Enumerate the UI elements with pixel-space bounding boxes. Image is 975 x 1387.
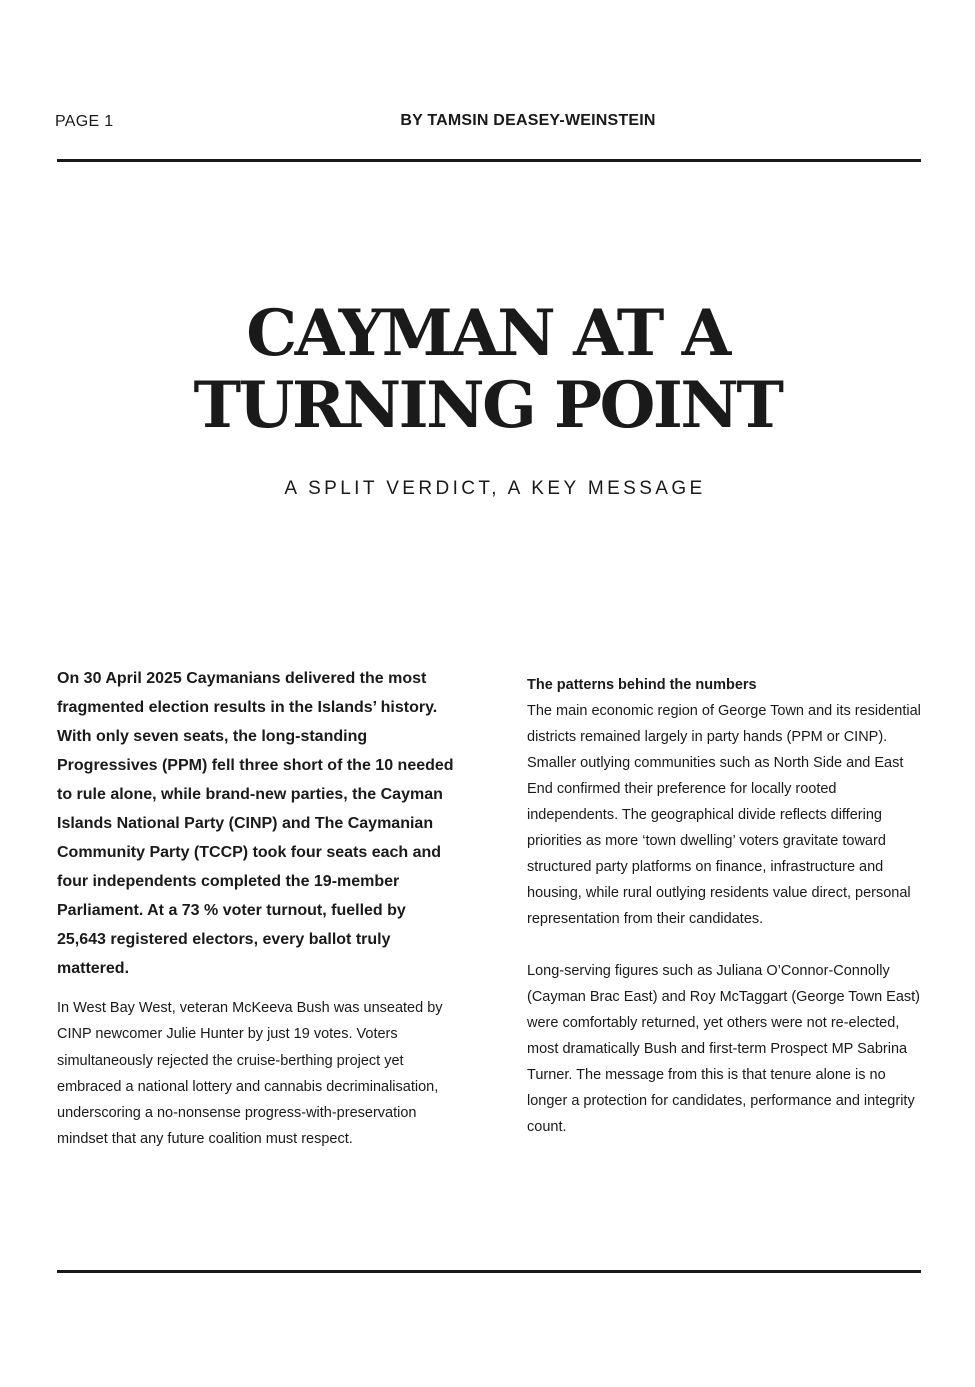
title-line-2: TURNING POINT xyxy=(193,368,782,443)
bottom-divider xyxy=(57,1270,921,1273)
section-heading: The patterns behind the numbers xyxy=(527,677,757,693)
page-label: PAGE 1 xyxy=(55,113,114,130)
byline: BY TAMSIN DEASEY-WEINSTEIN xyxy=(400,112,656,129)
title-line-1: CAYMAN AT A xyxy=(246,296,729,371)
article-title xyxy=(100,298,875,442)
top-divider xyxy=(57,159,921,162)
body-paragraph-right-2: Long-serving figures such as Juliana O’Connor-Connolly (Cayman Brac East) and Roy McTaggart (George Town East) were comfortably returned, yet others were not re-elected, most dramatically Bush and first-term Prospect MP Sabrina Turner. The message from this is that tenure alone is no longer a protection for candidates, performance and integrity count. xyxy=(527,963,921,1135)
article-subtitle: A SPLIT VERDICT, A KEY MESSAGE xyxy=(284,478,706,499)
body-paragraph-right-1: The main economic region of George Town and its residential districts remained largely in party hands (PPM or CINP). Smaller outlying communities such as North Side and East End confirmed their preference for locally rooted independents. The geographical divide reflects differing priorities as more ‘town dwelling’ voters gravitate toward structured party platforms on finance, infrastructure and housing, while rural outlying residents value direct, personal representation from their candidates. xyxy=(527,703,921,927)
body-paragraph-left: In West Bay West, veteran McKeeva Bush was unseated by CINP newcomer Julie Hunter by just 19 votes. Voters simultaneously rejected the cruise-berthing project yet embraced a national lottery and cannabis decriminalisation, underscoring a no-nonsense progress-with-preservation mindset that any future coalition must respect. xyxy=(57,1000,443,1148)
right-column xyxy=(527,672,925,1140)
left-column xyxy=(57,664,457,1153)
lead-paragraph: On 30 April 2025 Caymanians delivered the most fragmented election results in the Islands’ history. With only seven seats, the long-standing Progressives (PPM) fell three short of the 10 needed to rule alone, while brand-new parties, the Cayman Islands National Party (CINP) and The Caymanian Community Party (TCCP) took four seats each and four independents completed the 19-member Parliament. At a 73 % voter turnout, fuelled by 25,643 registered electors, every ballot truly mattered. xyxy=(57,670,454,977)
